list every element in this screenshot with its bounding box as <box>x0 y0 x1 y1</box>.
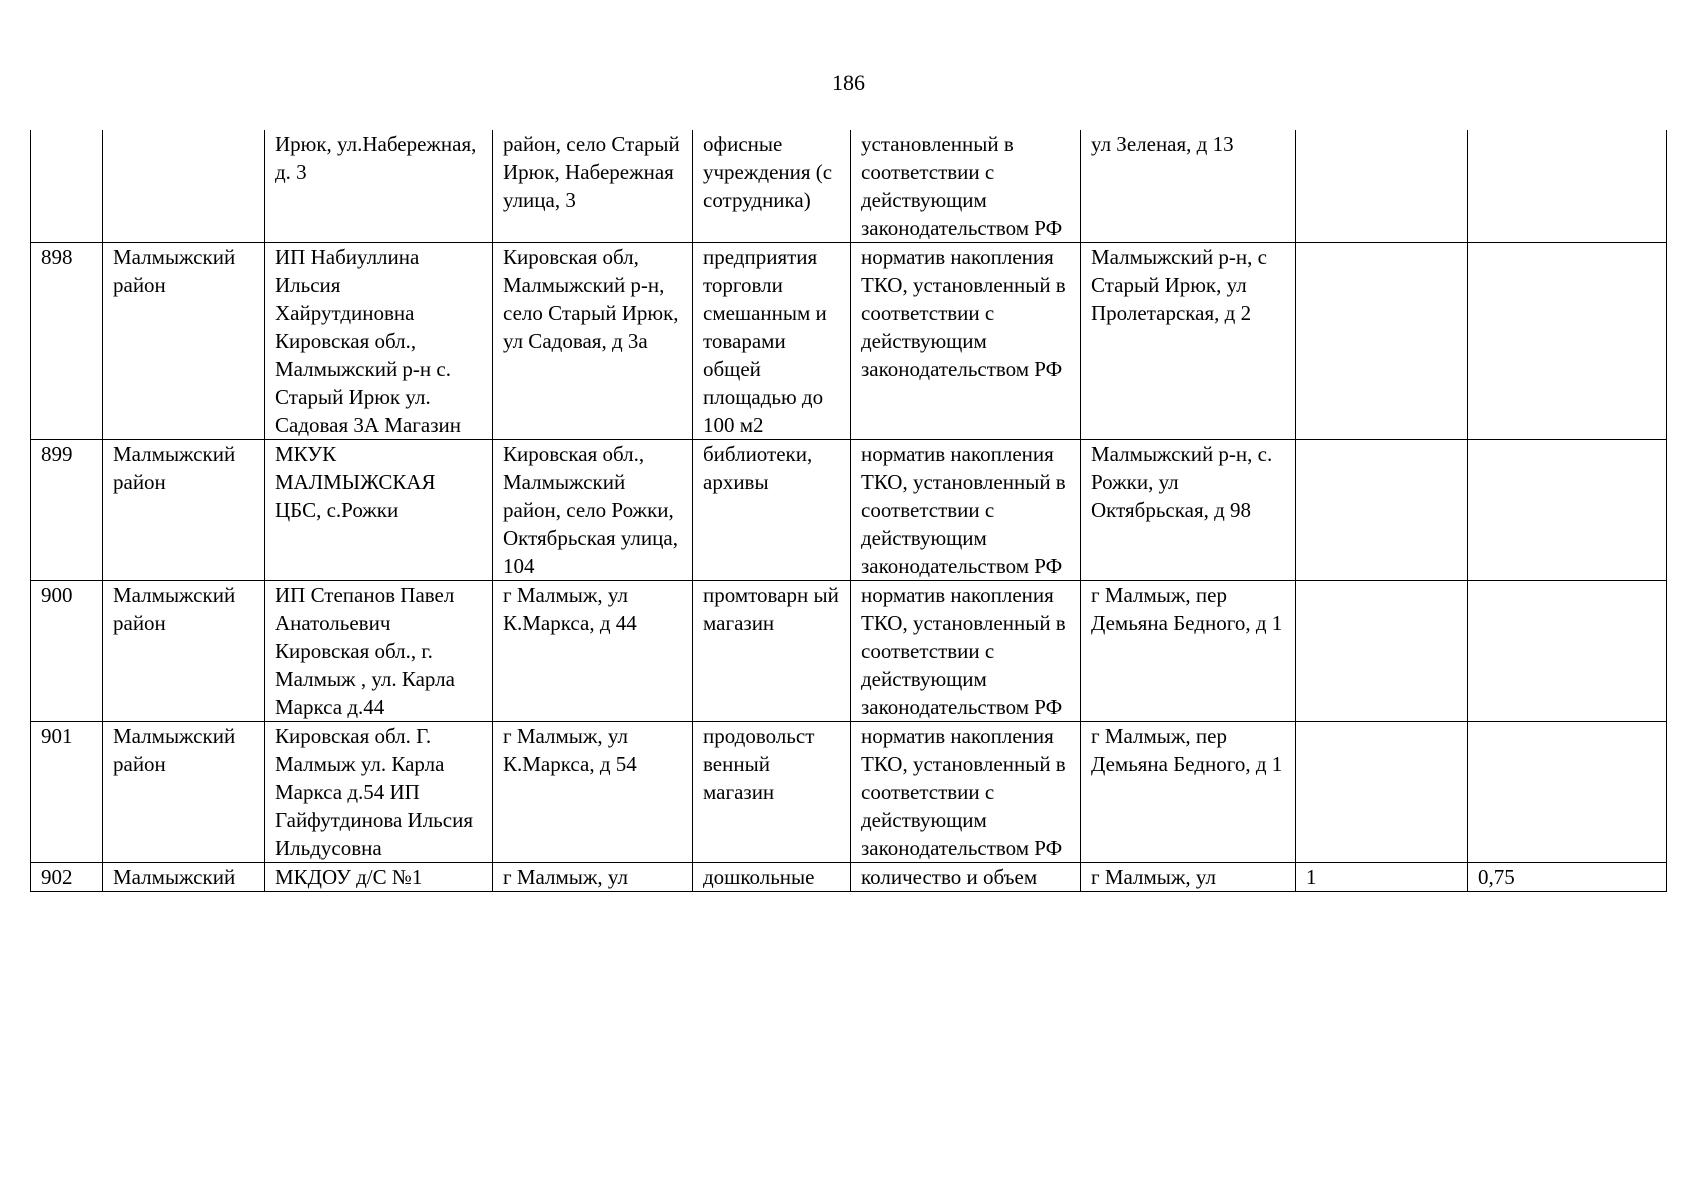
table-row <box>31 581 1667 722</box>
volume-cell <box>1468 243 1667 440</box>
district-cell: Малмыжский район <box>103 581 265 722</box>
volume-cell: 0,75 <box>1468 863 1667 892</box>
count-cell: 1 <box>1296 863 1468 892</box>
category-cell: продовольст венный магазин <box>693 722 851 863</box>
category-cell: офисные учреждения (с сотрудника) <box>693 130 851 243</box>
site-cell: г Малмыж, пер Демьяна Бедного, д 1 <box>1081 581 1296 722</box>
category-cell: предприятия торговли смешанным и товарами общей площадью до 100 м2 <box>693 243 851 440</box>
norm-cell: норматив накопления ТКО, установленный в соответствии с действующим законодательством РФ <box>851 440 1081 581</box>
owner-cell: Кировская обл. Г. Малмыж ул. Карла Маркса д.54 ИП Гайфутдинова Ильсия Ильдусовна <box>265 722 493 863</box>
row-number-cell <box>31 130 103 243</box>
owner-cell: МКУК МАЛМЫЖСКАЯ ЦБС, с.Рожки <box>265 440 493 581</box>
site-cell: Малмыжский р-н, с Старый Ирюк, ул Пролетарская, д 2 <box>1081 243 1296 440</box>
owner-cell: МКДОУ д/С №1 <box>265 863 493 892</box>
volume-cell <box>1468 581 1667 722</box>
district-cell: Малмыжский <box>103 863 265 892</box>
category-cell: дошкольные <box>693 863 851 892</box>
volume-cell <box>1468 440 1667 581</box>
site-cell: Малмыжский р-н, с. Рожки, ул Октябрьская, д 98 <box>1081 440 1296 581</box>
norm-cell: количество и объем <box>851 863 1081 892</box>
district-cell: Малмыжский район <box>103 243 265 440</box>
count-cell <box>1296 440 1468 581</box>
owner-cell: ИП Степанов Павел Анатольевич Кировская обл., г. Малмыж , ул. Карла Маркса д.44 <box>265 581 493 722</box>
norm-cell: норматив накопления ТКО, установленный в соответствии с действующим законодательством РФ <box>851 581 1081 722</box>
site-cell: г Малмыж, ул <box>1081 863 1296 892</box>
row-number-cell: 899 <box>31 440 103 581</box>
count-cell <box>1296 581 1468 722</box>
address-cell: Кировская обл, Малмыжский р-н, село Старый Ирюк, ул Садовая, д 3а <box>493 243 693 440</box>
volume-cell <box>1468 130 1667 243</box>
district-cell: Малмыжский район <box>103 722 265 863</box>
address-cell: Кировская обл., Малмыжский район, село Рожки, Октябрьская улица, 104 <box>493 440 693 581</box>
owner-cell: ИП Набиуллина Ильсия Хайрутдиновна Кировская обл., Малмыжский р-н с. Старый Ирюк ул. Садовая 3А Магазин <box>265 243 493 440</box>
address-cell: г Малмыж, ул <box>493 863 693 892</box>
table-row <box>31 130 1667 243</box>
table-row <box>31 863 1667 892</box>
norm-cell: норматив накопления ТКО, установленный в соответствии с действующим законодательством РФ <box>851 722 1081 863</box>
count-cell <box>1296 130 1468 243</box>
norm-cell: установленный в соответствии с действующим законодательством РФ <box>851 130 1081 243</box>
row-number-cell: 898 <box>31 243 103 440</box>
district-cell <box>103 130 265 243</box>
count-cell <box>1296 722 1468 863</box>
category-cell: библиотеки, архивы <box>693 440 851 581</box>
address-cell: г Малмыж, ул К.Маркса, д 54 <box>493 722 693 863</box>
site-cell: г Малмыж, пер Демьяна Бедного, д 1 <box>1081 722 1296 863</box>
row-number-cell: 902 <box>31 863 103 892</box>
registry-table <box>30 130 1667 892</box>
site-cell: ул Зеленая, д 13 <box>1081 130 1296 243</box>
row-number-cell: 900 <box>31 581 103 722</box>
address-cell: г Малмыж, ул К.Маркса, д 44 <box>493 581 693 722</box>
row-number-cell: 901 <box>31 722 103 863</box>
address-cell: район, село Старый Ирюк, Набережная улица, 3 <box>493 130 693 243</box>
norm-cell: норматив накопления ТКО, установленный в соответствии с действующим законодательством РФ <box>851 243 1081 440</box>
owner-cell: Ирюк, ул.Набережная, д. 3 <box>265 130 493 243</box>
table-row <box>31 722 1667 863</box>
volume-cell <box>1468 722 1667 863</box>
count-cell <box>1296 243 1468 440</box>
table-row <box>31 243 1667 440</box>
page-number: 186 <box>832 70 865 95</box>
table-row <box>31 440 1667 581</box>
district-cell: Малмыжский район <box>103 440 265 581</box>
category-cell: промтоварн ый магазин <box>693 581 851 722</box>
